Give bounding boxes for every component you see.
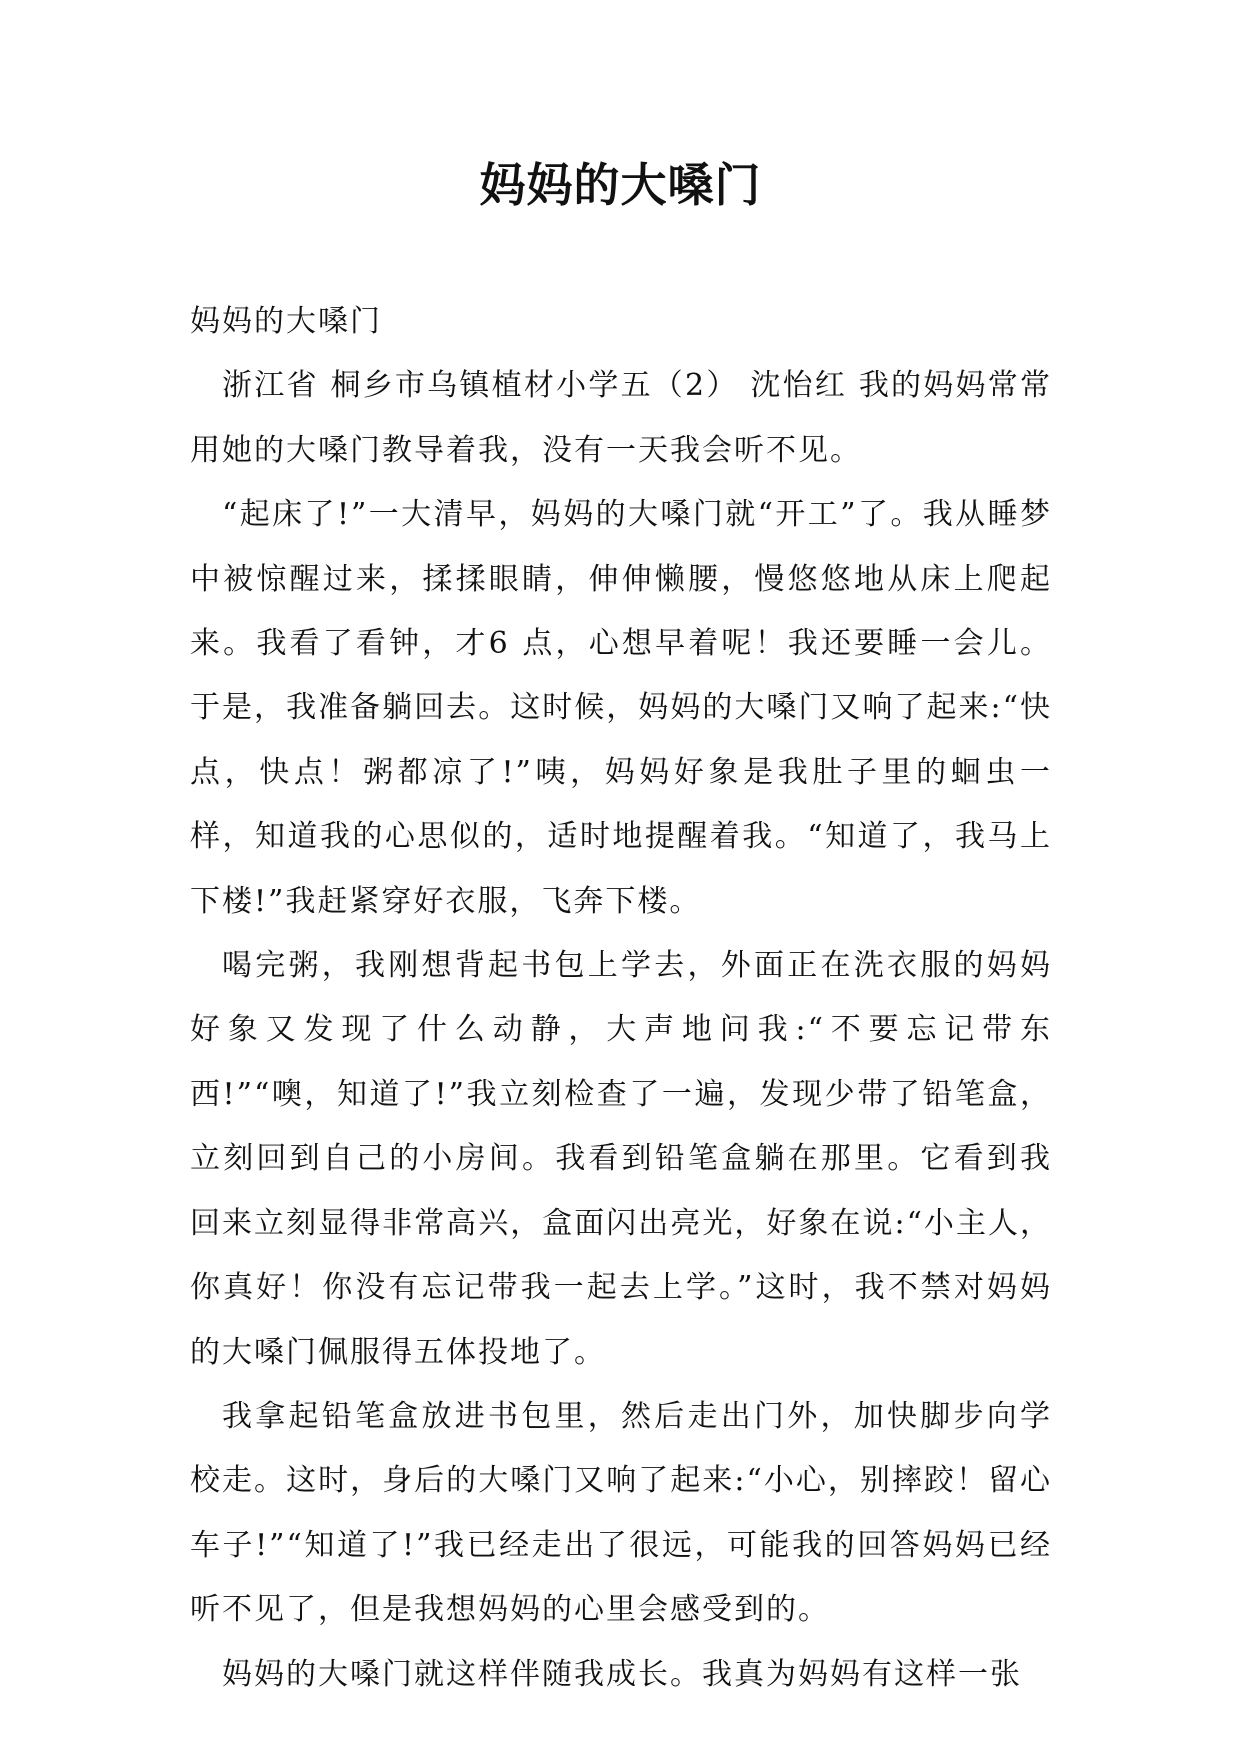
paragraph-subtitle: 妈妈的大嗓门	[190, 304, 382, 339]
document-title: 妈妈的大嗓门	[479, 158, 762, 212]
document-body	[190, 290, 1052, 1707]
paragraph-author: 浙江省 桐乡市乌镇植材小学五（2） 沈怡红 我的妈妈常常用她的大嗓门教导着我，没有一天我会听不见。	[190, 368, 1052, 468]
paragraph-morning: “起床了!”一大清早，妈妈的大嗓门就“开工”了。我从睡梦中被惊醒过来，揉揉眼睛，伸伸懒腰，慢悠悠地从床上爬起来。我看了看钟，才6 点，心想早着呢！我还要睡一会儿。于是，我准备躺回去。这时候，妈妈的大嗓门又响了起来:“快点，快点！粥都凉了!”咦，妈妈好象是我肚子里的蛔虫一样，知道我的心思似的，适时地提醒着我。“知道了，我马上下楼!”我赶紧穿好衣服，飞奔下楼。	[190, 497, 1052, 919]
paragraph-closing: 妈妈的大嗓门就这样伴随我成长。我真为妈妈有这样一张	[222, 1656, 1022, 1692]
paragraph-to-school: 我拿起铅笔盒放进书包里，然后走出门外，加快脚步向学校走。这时，身后的大嗓门又响了起来:“小心，别摔跤！留心车子!”“知道了!”我已经走出了很远，可能我的回答妈妈已经听不见了，但是我想妈妈的心里会感受到的。	[190, 1398, 1052, 1628]
paragraph-pencil-box: 喝完粥，我刚想背起书包上学去，外面正在洗衣服的妈妈好象又发现了什么动静，大声地问我:“不要忘记带东西!”“噢，知道了!”我立刻检查了一遍，发现少带了铅笔盒，立刻回到自己的小房间。我看到铅笔盒躺在那里。它看到我回来立刻显得非常高兴，盒面闪出亮光，好象在说:“小主人，你真好！你没有忘记带我一起去上学。”这时，我不禁对妈妈的大嗓门佩服得五体投地了。	[190, 948, 1052, 1370]
